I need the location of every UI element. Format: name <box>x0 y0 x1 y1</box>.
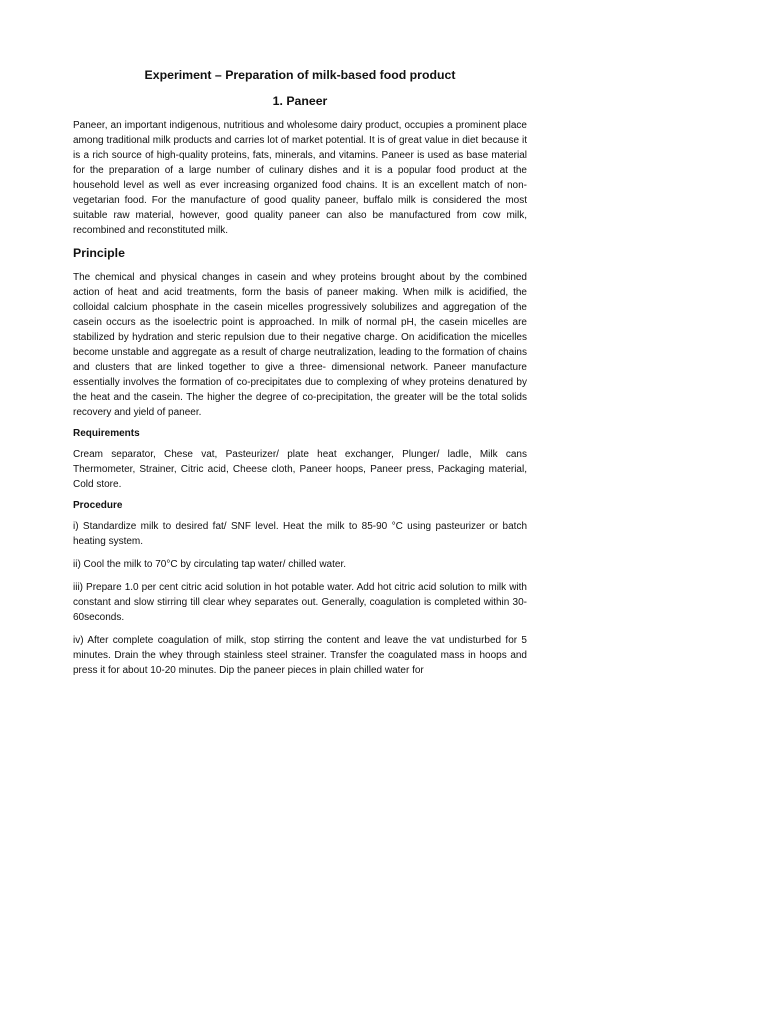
procedure-step-2: ii) Cool the milk to 70°C by circulating tap water/ chilled water. <box>73 559 347 570</box>
principle-paragraph: The chemical and physical changes in casein and whey proteins brought about by the combined action of heat and acid treatments, form the basis of paneer making. When milk is acidified, the colloidal calcium phosphate in the casein micelles progressively solubilizes and aggregation of the casein occurs as the isoelectric point is approached. In milk of normal pH, the casein micelles are stabilized by hydration and steric repulsion due to their negative charge. On acidification the micelles become unstable and aggregate as a result of charge neutralization, leading to the formation of chains and clusters that are linked together to give a three- dimensional network. Paneer manufacture essentially involves the formation of co-precipitates due to complexing of whey proteins denatured by the heat and the casein. The higher the degree of co-precipitation, the greater will be the total solids recovery and yield of paneer. <box>73 272 527 418</box>
procedure-step-3: iii) Prepare 1.0 per cent citric acid solution in hot potable water. Add hot citric acid solution to milk with constant and slow stirring till clear whey separates out. Generally, coagulation is completed within 30-60seconds. <box>73 582 527 623</box>
requirements-heading: Requirements <box>73 428 140 439</box>
document-title: Experiment – Preparation of milk-based food product <box>144 68 456 82</box>
requirements-paragraph: Cream separator, Chese vat, Pasteurizer/ plate heat exchanger, Plunger/ ladle, Milk cans Thermometer, Strainer, Citric acid, Cheese cloth, Paneer hoops, Paneer press, Packaging material, Cold store. <box>73 449 527 490</box>
procedure-heading: Procedure <box>73 500 123 511</box>
principle-heading: Principle <box>73 246 125 260</box>
procedure-step-1: i) Standardize milk to desired fat/ SNF level. Heat the milk to 85-90 °C using pasteurizer or batch heating system. <box>73 521 527 547</box>
section-title-paneer: 1. Paneer <box>272 94 328 108</box>
procedure-step-4: iv) After complete coagulation of milk, stop stirring the content and leave the vat undisturbed for 5 minutes. Drain the whey through stainless steel strainer. Transfer the coagulated mass in hoops and press it for about 10-20 minutes. Dip the paneer pieces in plain chilled water for <box>73 635 527 676</box>
intro-paragraph: Paneer, an important indigenous, nutritious and wholesome dairy product, occupies a prominent place among traditional milk products and carries lot of market potential. It is of great value in diet because it is a rich source of high-quality proteins, fats, minerals, and vitamins. Paneer is used as base material for the preparation of a large number of culinary dishes and it is a popular food product at the household level as well as ever increasing organized food chains. It is an excellent match of non-vegetarian food. For the manufacture of good quality paneer, buffalo milk is considered the most suitable raw material, however, good quality paneer can also be manufactured from cow milk, recombined and reconstituted milk. <box>73 120 527 236</box>
